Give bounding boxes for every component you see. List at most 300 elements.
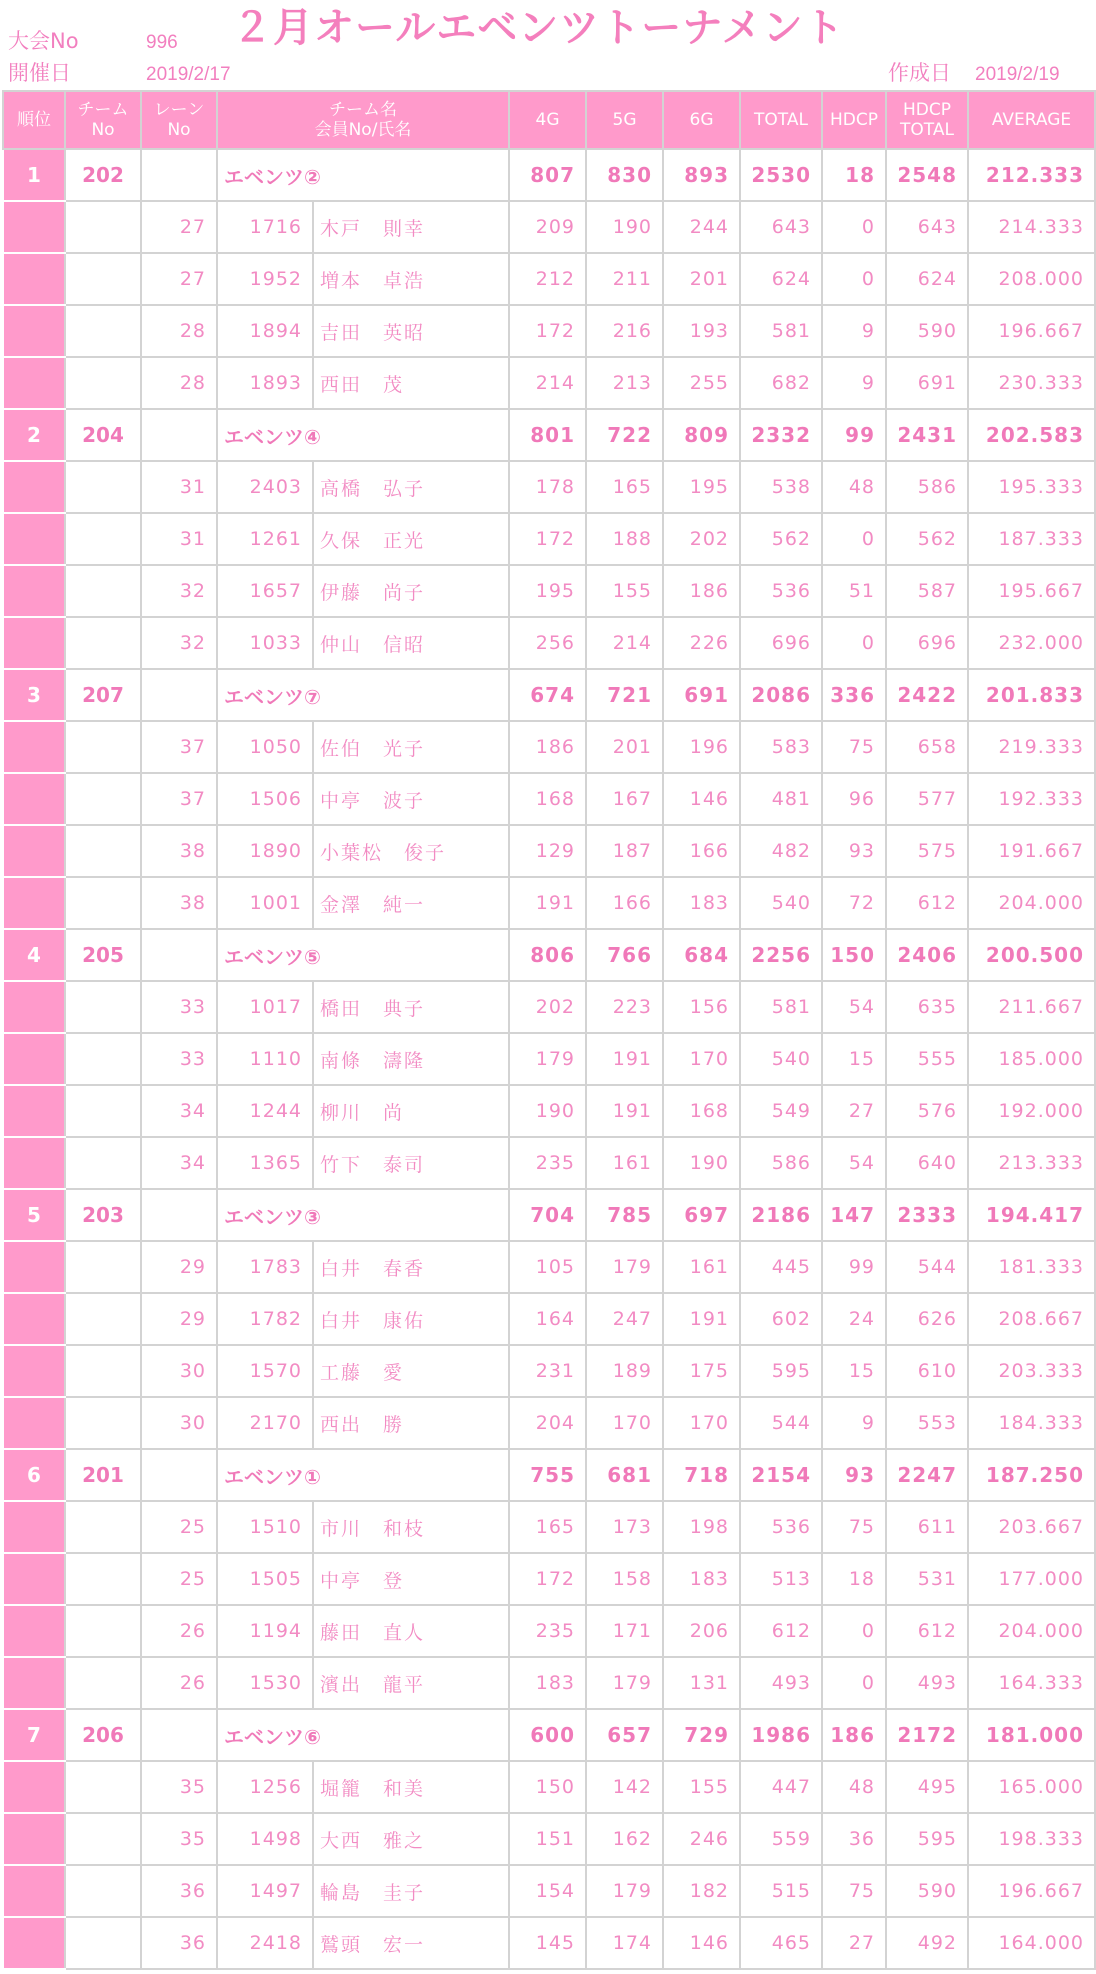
member-average-cell: 165.000 [968,1761,1095,1813]
member-total-cell: 583 [740,721,822,773]
member-name-cell: 中亭 波子 [313,773,509,825]
member-average-cell: 198.333 [968,1813,1095,1865]
rank-cell [3,1137,65,1189]
member-hdcp-total-cell: 624 [886,253,968,305]
team-no-cell [65,825,141,877]
rank-cell [3,1241,65,1293]
member-row [3,1085,1095,1137]
member-hdcp-total-cell: 553 [886,1397,968,1449]
member-g4-cell: 214 [509,357,586,409]
member-average-cell: 184.333 [968,1397,1095,1449]
event-date-value: 2019/2/17 [146,64,231,85]
member-row [3,1293,1095,1345]
team-total-cell: 2086 [740,669,822,721]
member-no-cell: 1530 [217,1657,313,1709]
member-no-cell: 1256 [217,1761,313,1813]
team-g4-cell: 600 [509,1709,586,1761]
team-total-cell: 2530 [740,149,822,201]
member-hdcp-total-cell: 643 [886,201,968,253]
member-g5-cell: 167 [586,773,663,825]
member-average-cell: 192.333 [968,773,1095,825]
member-total-cell: 538 [740,461,822,513]
member-hdcp-total-cell: 610 [886,1345,968,1397]
team-no-cell [65,1917,141,1969]
team-row [3,929,1095,981]
member-row [3,1917,1095,1969]
member-total-cell: 682 [740,357,822,409]
col-4g: 4G [509,91,586,149]
col-lane-no: レーン No [141,91,217,149]
member-row [3,201,1095,253]
member-hdcp-total-cell: 576 [886,1085,968,1137]
member-hdcp-total-cell: 586 [886,461,968,513]
member-no-cell: 1110 [217,1033,313,1085]
rank-cell [3,1293,65,1345]
lane-no-cell: 33 [141,1033,217,1085]
member-g4-cell: 129 [509,825,586,877]
team-g6-cell: 691 [663,669,740,721]
lane-no-cell: 30 [141,1345,217,1397]
member-total-cell: 562 [740,513,822,565]
member-g4-cell: 168 [509,773,586,825]
member-g4-cell: 154 [509,1865,586,1917]
member-row [3,1397,1095,1449]
team-hdcp-cell: 93 [822,1449,886,1501]
member-g6-cell: 170 [663,1397,740,1449]
team-g5-cell: 830 [586,149,663,201]
team-g5-cell: 785 [586,1189,663,1241]
team-g6-cell: 893 [663,149,740,201]
rank-cell [3,721,65,773]
member-g6-cell: 206 [663,1605,740,1657]
member-hdcp-cell: 36 [822,1813,886,1865]
member-hdcp-cell: 9 [822,357,886,409]
member-name-cell: 高橋 弘子 [313,461,509,513]
team-no-cell [65,1033,141,1085]
member-hdcp-total-cell: 544 [886,1241,968,1293]
team-no-cell [65,877,141,929]
member-g4-cell: 186 [509,721,586,773]
member-total-cell: 559 [740,1813,822,1865]
member-hdcp-cell: 75 [822,1501,886,1553]
team-no-cell [65,617,141,669]
lane-no-cell: 37 [141,773,217,825]
team-g4-cell: 755 [509,1449,586,1501]
member-name-cell: 濱出 龍平 [313,1657,509,1709]
member-hdcp-cell: 54 [822,981,886,1033]
member-name-cell: 西出 勝 [313,1397,509,1449]
member-g6-cell: 246 [663,1813,740,1865]
member-row [3,1865,1095,1917]
member-total-cell: 513 [740,1553,822,1605]
team-average-cell: 181.000 [968,1709,1095,1761]
lane-no-cell: 26 [141,1657,217,1709]
member-g5-cell: 170 [586,1397,663,1449]
rank-cell [3,357,65,409]
lane-no-cell: 38 [141,877,217,929]
member-g4-cell: 179 [509,1033,586,1085]
member-name-cell: 金澤 純一 [313,877,509,929]
member-no-cell: 1893 [217,357,313,409]
member-row [3,981,1095,1033]
team-no-cell [65,1397,141,1449]
lane-no-cell: 38 [141,825,217,877]
member-g6-cell: 168 [663,1085,740,1137]
member-average-cell: 164.333 [968,1657,1095,1709]
member-average-cell: 203.333 [968,1345,1095,1397]
member-no-cell: 1952 [217,253,313,305]
member-name-cell: 南條 濤隆 [313,1033,509,1085]
team-g4-cell: 674 [509,669,586,721]
member-average-cell: 164.000 [968,1917,1095,1969]
member-row [3,1813,1095,1865]
team-hdcp-total-cell: 2406 [886,929,968,981]
team-name-cell: エベンツ④ [217,409,313,461]
team-no-cell [65,1657,141,1709]
member-hdcp-cell: 54 [822,1137,886,1189]
member-average-cell: 195.667 [968,565,1095,617]
member-g4-cell: 172 [509,1553,586,1605]
member-g5-cell: 191 [586,1085,663,1137]
member-total-cell: 581 [740,981,822,1033]
team-g5-cell: 722 [586,409,663,461]
member-row [3,617,1095,669]
member-g6-cell: 186 [663,565,740,617]
team-hdcp-cell: 99 [822,409,886,461]
member-total-cell: 549 [740,1085,822,1137]
member-name-cell: 西田 茂 [313,357,509,409]
lane-no-cell: 34 [141,1137,217,1189]
member-average-cell: 232.000 [968,617,1095,669]
report-header [0,0,1096,92]
team-no-cell [65,1241,141,1293]
member-no-cell: 1510 [217,1501,313,1553]
member-hdcp-cell: 96 [822,773,886,825]
member-hdcp-cell: 0 [822,201,886,253]
member-g6-cell: 156 [663,981,740,1033]
member-name-cell: 堀籠 和美 [313,1761,509,1813]
member-average-cell: 208.000 [968,253,1095,305]
rank-cell [3,1085,65,1137]
member-row [3,1657,1095,1709]
member-hdcp-cell: 72 [822,877,886,929]
member-hdcp-cell: 27 [822,1085,886,1137]
member-hdcp-cell: 93 [822,825,886,877]
team-g5-cell: 681 [586,1449,663,1501]
member-no-cell: 1033 [217,617,313,669]
lane-cell [141,149,217,201]
team-total-cell: 2332 [740,409,822,461]
member-g6-cell: 202 [663,513,740,565]
member-hdcp-total-cell: 495 [886,1761,968,1813]
member-hdcp-cell: 75 [822,1865,886,1917]
member-total-cell: 595 [740,1345,822,1397]
member-g6-cell: 146 [663,1917,740,1969]
lane-no-cell: 30 [141,1397,217,1449]
member-no-cell: 1657 [217,565,313,617]
team-hdcp-cell: 150 [822,929,886,981]
member-g4-cell: 145 [509,1917,586,1969]
member-total-cell: 624 [740,253,822,305]
member-g4-cell: 191 [509,877,586,929]
rank-cell [3,253,65,305]
member-hdcp-cell: 24 [822,1293,886,1345]
member-average-cell: 214.333 [968,201,1095,253]
member-hdcp-total-cell: 640 [886,1137,968,1189]
event-no-label: 大会No [8,29,79,53]
page-title: ２月オールエベンツトーナメント [232,5,845,51]
member-average-cell: 230.333 [968,357,1095,409]
lane-no-cell: 28 [141,357,217,409]
team-total-cell: 2256 [740,929,822,981]
member-average-cell: 181.333 [968,1241,1095,1293]
team-name-cell: エベンツ② [217,149,313,201]
member-row [3,773,1095,825]
member-g4-cell: 235 [509,1605,586,1657]
rank-cell [3,1553,65,1605]
member-g4-cell: 209 [509,201,586,253]
member-average-cell: 213.333 [968,1137,1095,1189]
team-no-cell [65,357,141,409]
member-hdcp-total-cell: 577 [886,773,968,825]
rank-cell [3,1501,65,1553]
member-name-cell: 白井 春香 [313,1241,509,1293]
team-hdcp-cell: 336 [822,669,886,721]
member-name-cell: 輪島 圭子 [313,1865,509,1917]
rank-cell: 6 [3,1449,65,1501]
member-g4-cell: 178 [509,461,586,513]
member-hdcp-cell: 99 [822,1241,886,1293]
col-rank: 順位 [3,91,65,149]
member-g6-cell: 195 [663,461,740,513]
team-no-cell: 203 [65,1189,141,1241]
rank-cell [3,513,65,565]
rank-cell [3,461,65,513]
team-average-cell: 187.250 [968,1449,1095,1501]
team-name-cell: エベンツ⑦ [217,669,313,721]
member-total-cell: 643 [740,201,822,253]
member-g5-cell: 179 [586,1657,663,1709]
member-g4-cell: 231 [509,1345,586,1397]
lane-no-cell: 32 [141,565,217,617]
member-g6-cell: 198 [663,1501,740,1553]
lane-cell [141,409,217,461]
col-team-name: チーム名 会員No/氏名 [217,91,509,149]
member-hdcp-total-cell: 531 [886,1553,968,1605]
member-g4-cell: 202 [509,981,586,1033]
member-g5-cell: 155 [586,565,663,617]
member-no-cell: 1194 [217,1605,313,1657]
team-name-spacer [313,669,509,721]
rank-cell [3,565,65,617]
member-no-cell: 1716 [217,201,313,253]
member-average-cell: 219.333 [968,721,1095,773]
rank-cell: 3 [3,669,65,721]
member-hdcp-total-cell: 595 [886,1813,968,1865]
team-no-cell: 202 [65,149,141,201]
member-hdcp-cell: 15 [822,1033,886,1085]
member-hdcp-total-cell: 492 [886,1917,968,1969]
team-no-cell [65,1345,141,1397]
member-name-cell: 藤田 直人 [313,1605,509,1657]
team-hdcp-total-cell: 2172 [886,1709,968,1761]
member-total-cell: 493 [740,1657,822,1709]
member-g6-cell: 190 [663,1137,740,1189]
lane-cell [141,1189,217,1241]
lane-no-cell: 25 [141,1553,217,1605]
team-hdcp-total-cell: 2422 [886,669,968,721]
member-average-cell: 192.000 [968,1085,1095,1137]
team-average-cell: 201.833 [968,669,1095,721]
created-date-label: 作成日 [888,61,951,85]
member-row [3,1553,1095,1605]
team-hdcp-cell: 18 [822,149,886,201]
team-name-cell: エベンツ③ [217,1189,313,1241]
member-name-cell: 中亭 登 [313,1553,509,1605]
team-no-cell [65,773,141,825]
team-no-cell [65,1813,141,1865]
member-hdcp-total-cell: 696 [886,617,968,669]
member-row [3,305,1095,357]
team-no-cell [65,201,141,253]
rank-cell [3,1865,65,1917]
member-row [3,513,1095,565]
member-name-cell: 橋田 典子 [313,981,509,1033]
member-row [3,877,1095,929]
member-g5-cell: 187 [586,825,663,877]
team-hdcp-total-cell: 2431 [886,409,968,461]
member-total-cell: 515 [740,1865,822,1917]
member-name-cell: 鷲頭 宏一 [313,1917,509,1969]
member-row [3,1345,1095,1397]
event-no-value: 996 [146,32,178,53]
team-g6-cell: 684 [663,929,740,981]
member-name-cell: 小葉松 俊子 [313,825,509,877]
team-row [3,1449,1095,1501]
member-hdcp-cell: 0 [822,1657,886,1709]
lane-no-cell: 29 [141,1293,217,1345]
rank-cell: 4 [3,929,65,981]
member-average-cell: 211.667 [968,981,1095,1033]
member-name-cell: 伊藤 尚子 [313,565,509,617]
member-hdcp-total-cell: 590 [886,305,968,357]
team-row [3,669,1095,721]
member-g4-cell: 172 [509,305,586,357]
member-no-cell: 1890 [217,825,313,877]
member-g5-cell: 165 [586,461,663,513]
member-hdcp-total-cell: 635 [886,981,968,1033]
rank-cell [3,1657,65,1709]
lane-no-cell: 37 [141,721,217,773]
team-g5-cell: 657 [586,1709,663,1761]
member-g5-cell: 162 [586,1813,663,1865]
member-hdcp-total-cell: 658 [886,721,968,773]
team-g4-cell: 806 [509,929,586,981]
member-row [3,1501,1095,1553]
member-no-cell: 1365 [217,1137,313,1189]
member-no-cell: 1570 [217,1345,313,1397]
member-g5-cell: 174 [586,1917,663,1969]
team-no-cell [65,461,141,513]
team-name-spacer [313,1449,509,1501]
member-g6-cell: 155 [663,1761,740,1813]
member-total-cell: 465 [740,1917,822,1969]
table-header-row [3,91,1095,149]
team-no-cell [65,1605,141,1657]
member-g5-cell: 190 [586,201,663,253]
member-g5-cell: 191 [586,1033,663,1085]
lane-no-cell: 35 [141,1813,217,1865]
member-no-cell: 1894 [217,305,313,357]
member-g6-cell: 244 [663,201,740,253]
rank-cell [3,773,65,825]
team-no-cell [65,253,141,305]
rank-cell [3,1761,65,1813]
member-row [3,721,1095,773]
member-no-cell: 2418 [217,1917,313,1969]
member-g5-cell: 216 [586,305,663,357]
lane-no-cell: 27 [141,201,217,253]
team-g5-cell: 766 [586,929,663,981]
member-g5-cell: 201 [586,721,663,773]
member-total-cell: 540 [740,1033,822,1085]
rank-cell [3,825,65,877]
member-name-cell: 工藤 愛 [313,1345,509,1397]
member-no-cell: 2170 [217,1397,313,1449]
rank-cell [3,1345,65,1397]
member-no-cell: 1050 [217,721,313,773]
rank-cell: 7 [3,1709,65,1761]
team-hdcp-total-cell: 2247 [886,1449,968,1501]
member-name-cell: 柳川 尚 [313,1085,509,1137]
member-g4-cell: 105 [509,1241,586,1293]
team-hdcp-total-cell: 2333 [886,1189,968,1241]
member-hdcp-total-cell: 590 [886,1865,968,1917]
member-row [3,1137,1095,1189]
member-row [3,1761,1095,1813]
member-g4-cell: 204 [509,1397,586,1449]
member-name-cell: 佐伯 光子 [313,721,509,773]
team-no-cell: 206 [65,1709,141,1761]
rank-cell: 2 [3,409,65,461]
team-row [3,1709,1095,1761]
member-hdcp-cell: 18 [822,1553,886,1605]
member-average-cell: 177.000 [968,1553,1095,1605]
results-table [2,90,1096,1970]
rank-cell [3,201,65,253]
member-hdcp-cell: 48 [822,461,886,513]
member-g5-cell: 158 [586,1553,663,1605]
member-g5-cell: 179 [586,1865,663,1917]
member-g5-cell: 213 [586,357,663,409]
member-total-cell: 447 [740,1761,822,1813]
member-name-cell: 市川 和枝 [313,1501,509,1553]
team-no-cell [65,565,141,617]
member-g4-cell: 190 [509,1085,586,1137]
team-g6-cell: 809 [663,409,740,461]
member-hdcp-cell: 48 [822,1761,886,1813]
lane-cell [141,669,217,721]
member-hdcp-total-cell: 562 [886,513,968,565]
team-g6-cell: 718 [663,1449,740,1501]
rank-cell: 1 [3,149,65,201]
member-hdcp-cell: 0 [822,253,886,305]
member-g4-cell: 195 [509,565,586,617]
team-no-cell [65,513,141,565]
col-average: AVERAGE [968,91,1095,149]
member-g6-cell: 175 [663,1345,740,1397]
member-g5-cell: 188 [586,513,663,565]
